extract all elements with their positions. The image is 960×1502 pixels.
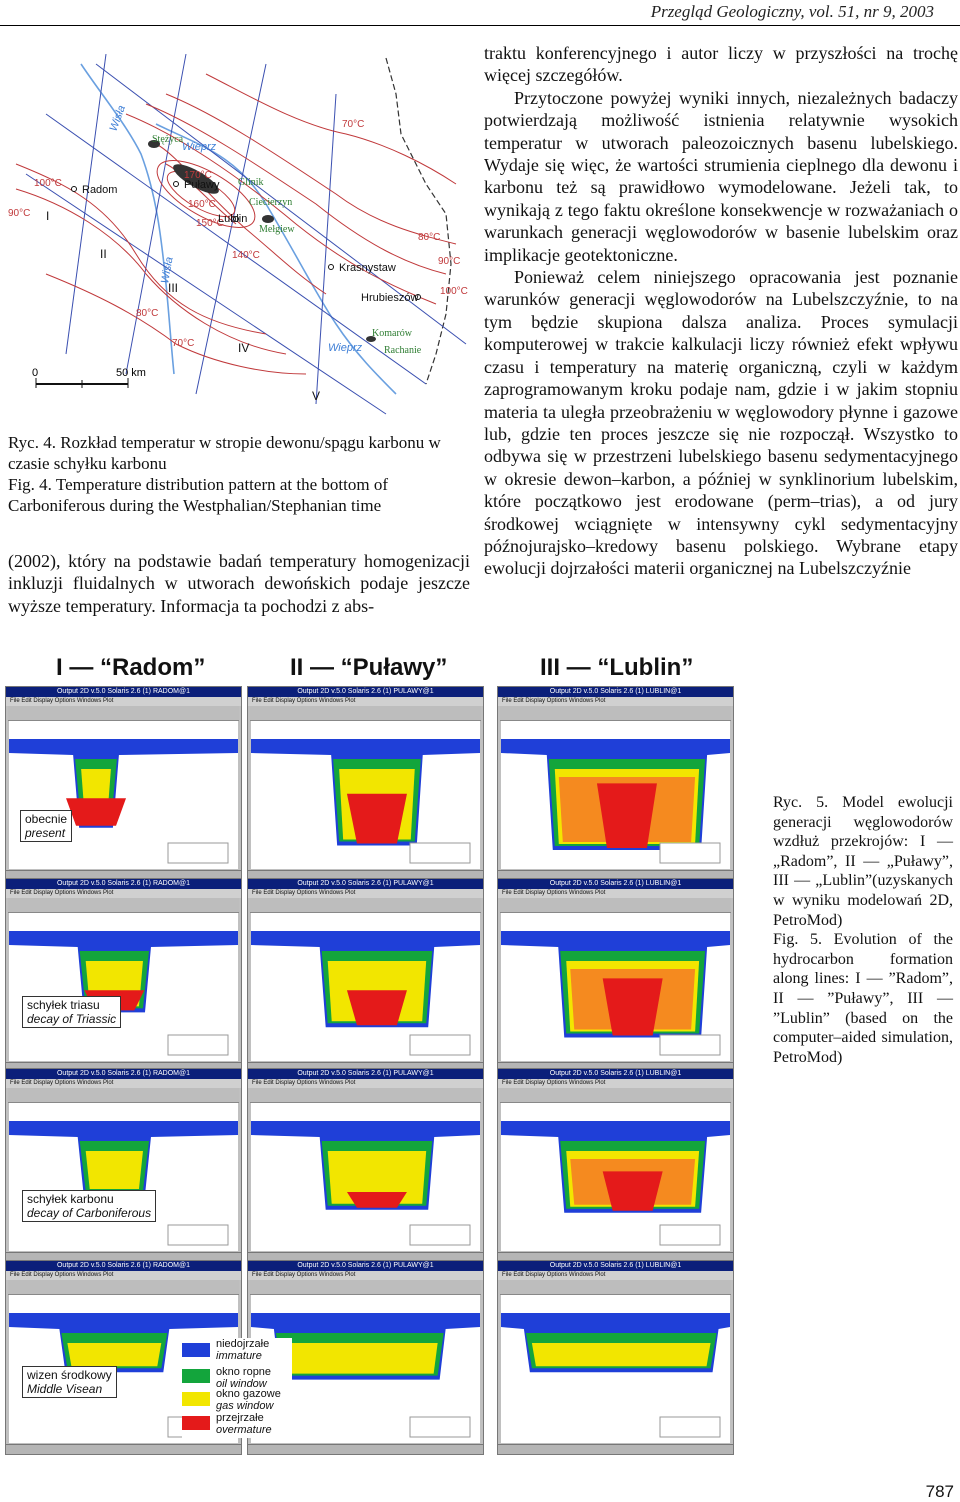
cross-section-plot	[9, 721, 238, 869]
cross-section-plot	[251, 721, 480, 869]
well-label: Rachanie	[384, 345, 422, 356]
city-label: Krasnystaw	[339, 262, 396, 274]
overmature-zone	[597, 783, 657, 848]
river-label: Wisła	[107, 103, 128, 134]
cross-section-plot	[251, 1103, 480, 1251]
city-label: Hrubieszów	[361, 292, 419, 304]
cross-section-plot	[251, 913, 480, 1061]
simulation-panel	[497, 686, 734, 881]
window-status-bar	[498, 1444, 733, 1454]
window-menu-bar[interactable]: File Edit Display Options Windows Plot	[498, 1271, 733, 1280]
overmature-zone	[347, 1192, 407, 1208]
stage-label	[20, 810, 72, 842]
window-toolbar[interactable]	[500, 1088, 731, 1103]
isotherm-label: 90°C	[438, 256, 461, 267]
simulation-panel	[5, 878, 242, 1073]
isotherm-label: 70°C	[342, 119, 365, 130]
mini-legend	[660, 1417, 720, 1437]
legend-label-pl: okno ropne	[216, 1366, 272, 1378]
cross-section-plot	[9, 913, 238, 1061]
mini-legend	[410, 1035, 470, 1055]
isotherm-label: 150°C	[196, 218, 224, 229]
window-menu-bar[interactable]: File Edit Display Options Windows Plot	[6, 889, 241, 898]
well-label: Komarów	[372, 328, 412, 339]
stage-label-en: decay of Triassic	[27, 1012, 117, 1026]
overmature-zone	[66, 798, 126, 826]
well-label: Mełgiew	[259, 224, 295, 235]
legend-label-en: overmature	[216, 1424, 272, 1436]
gas-window-zone	[282, 1343, 438, 1374]
window-toolbar[interactable]	[250, 1280, 481, 1295]
line-label: II	[100, 247, 107, 261]
isotherm-label: 170°C	[184, 170, 212, 181]
window-toolbar[interactable]	[250, 706, 481, 721]
stage-label	[22, 1366, 117, 1398]
window-status-bar	[248, 1444, 483, 1454]
stage-label-en: present	[25, 826, 66, 840]
window-title-bar: Output 2D v.5.0 Solaris 2.6 (1) LUBLIN@1	[498, 1261, 733, 1271]
stage-label	[22, 996, 121, 1028]
gas-window-zone	[86, 1151, 143, 1189]
mini-legend	[660, 1035, 720, 1055]
legend-label-pl: przejrzałe	[216, 1412, 264, 1424]
page-number: 787	[925, 1482, 954, 1501]
cross-section-plot	[501, 913, 730, 1061]
simulation-panel	[497, 1260, 734, 1455]
section-header-radom: I — “Radom”	[56, 654, 206, 681]
stage-label-pl: schyłek triasu	[27, 998, 100, 1012]
window-toolbar[interactable]	[500, 706, 731, 721]
stage-label-en: decay of Carboniferous	[27, 1206, 152, 1220]
window-toolbar[interactable]	[500, 1280, 731, 1295]
right-column-text	[484, 42, 958, 580]
fig5-caption-en: Fig. 5. Evolution of the hydrocarbon formation along lines: I — ”Radom”, II — ”Puławy”, III — ”Lublin” (based on the computer–aided simulation, PetroMod)	[773, 931, 953, 1066]
mini-legend	[410, 1417, 470, 1437]
simulation-panel	[247, 878, 484, 1073]
cross-section-plot	[9, 1103, 238, 1251]
simulation-panel	[5, 686, 242, 881]
legend-label-pl: okno gazowe	[216, 1388, 281, 1400]
window-title-bar: Output 2D v.5.0 Solaris 2.6 (1) RADOM@1	[6, 687, 241, 697]
journal-header: Przegląd Geologiczny, vol. 51, nr 9, 2003	[650, 2, 934, 21]
legend-swatch	[182, 1416, 210, 1430]
mini-legend	[410, 843, 470, 863]
window-toolbar[interactable]	[8, 706, 239, 721]
cross-section-plot	[501, 1103, 730, 1251]
line-label: I	[46, 209, 50, 223]
cross-section-plot	[501, 1295, 730, 1443]
window-title-bar: Output 2D v.5.0 Solaris 2.6 (1) PULAWY@1	[248, 879, 483, 889]
window-toolbar[interactable]	[250, 898, 481, 913]
isotherm-label: 100°C	[440, 286, 468, 297]
isotherm-label: 140°C	[232, 250, 260, 261]
isotherm-label: 80°C	[136, 308, 159, 319]
window-menu-bar[interactable]: File Edit Display Options Windows Plot	[248, 697, 483, 706]
mini-legend	[410, 1225, 470, 1245]
window-menu-bar[interactable]: File Edit Display Options Windows Plot	[498, 1079, 733, 1088]
window-menu-bar[interactable]: File Edit Display Options Windows Plot	[6, 697, 241, 706]
isotherm-label: 100°C	[34, 178, 62, 189]
stage-label-pl: schyłek karbonu	[27, 1192, 114, 1206]
window-title-bar: Output 2D v.5.0 Solaris 2.6 (1) PULAWY@1	[248, 1261, 483, 1271]
river-label: Wisła	[159, 256, 176, 285]
simulation-panel	[247, 1068, 484, 1263]
simulation-panel	[497, 1068, 734, 1263]
window-menu-bar[interactable]: File Edit Display Options Windows Plot	[498, 889, 733, 898]
legend-label-pl: niedojrzałe	[216, 1338, 270, 1350]
paragraph: traktu konferencyjnego i autor liczy w przyszłości na trochę więcej szczegółów.	[484, 43, 958, 86]
section-header-pulawy: II — “Puławy”	[290, 654, 448, 681]
river-label: Wieprz	[182, 141, 217, 153]
window-menu-bar[interactable]: File Edit Display Options Windows Plot	[248, 1079, 483, 1088]
stage-label-pl: wizen środkowy	[27, 1368, 112, 1382]
line-label: III	[168, 281, 179, 295]
mini-legend	[168, 843, 228, 863]
fig5-caption	[773, 793, 953, 1067]
window-title-bar: Output 2D v.5.0 Solaris 2.6 (1) PULAWY@1	[248, 687, 483, 697]
city-label: Puławy	[184, 179, 220, 191]
window-title-bar: Output 2D v.5.0 Solaris 2.6 (1) RADOM@1	[6, 1261, 241, 1271]
city-label: Radom	[82, 184, 118, 196]
stage-label	[22, 1190, 156, 1222]
window-title-bar: Output 2D v.5.0 Solaris 2.6 (1) RADOM@1	[6, 1069, 241, 1079]
isotherm-label: 160°C	[188, 199, 216, 210]
overmature-zone	[347, 990, 407, 1025]
scale-end: 50 km	[116, 367, 146, 379]
mini-legend	[168, 1035, 228, 1055]
window-title-bar: Output 2D v.5.0 Solaris 2.6 (1) RADOM@1	[6, 879, 241, 889]
paragraph: Przytoczone powyżej wyniki innych, niezależnych badaczy potwierdzają możliwość istnienia relatywnie wysokich temperatur w utworach paleozoicznych basenu lubelskiego. Wydaje się więc, że wartości strumienia cieplnego dla dewonu i karbonu też są prawidłowo wymodelowane. Jeżeli tak, to wynikają z tego faktu określone konsekwencje w rozważaniach o warunkach generacji węglowodorów w basenie lubelskim oraz implikacje geotektoniczne.	[484, 87, 958, 265]
temperature-map	[6, 54, 476, 419]
isotherm-label: 80°C	[418, 232, 441, 243]
window-toolbar[interactable]	[250, 1088, 481, 1103]
simulation-panel	[5, 1068, 242, 1263]
window-toolbar[interactable]	[8, 898, 239, 913]
stage-label-pl: obecnie	[25, 812, 68, 826]
well-label: Glinik	[238, 177, 264, 188]
legend-label-en: gas window	[216, 1400, 274, 1412]
simulation-panel	[247, 686, 484, 881]
river-label: Wieprz	[328, 342, 363, 354]
window-status-bar	[6, 1444, 241, 1454]
header-rule	[0, 25, 960, 26]
legend-swatch	[182, 1369, 210, 1383]
mini-legend	[660, 1225, 720, 1245]
stage-label-en: Middle Visean	[27, 1382, 103, 1396]
maturity-legend	[182, 1338, 292, 1438]
overmature-zone	[347, 794, 407, 844]
window-menu-bar[interactable]: File Edit Display Options Windows Plot	[6, 1271, 241, 1280]
window-menu-bar[interactable]: File Edit Display Options Windows Plot	[498, 697, 733, 706]
window-toolbar[interactable]	[8, 1088, 239, 1103]
window-title-bar: Output 2D v.5.0 Solaris 2.6 (1) LUBLIN@1	[498, 687, 733, 697]
well-label: Stężyca	[152, 134, 184, 145]
simulation-panel	[497, 878, 734, 1073]
cross-section-plot	[501, 721, 730, 869]
window-toolbar[interactable]	[8, 1280, 239, 1295]
isotherm-label: 70°C	[172, 338, 195, 349]
section-header-lublin: III — “Lublin”	[540, 654, 694, 681]
legend-label-en: immature	[216, 1350, 262, 1362]
mini-legend	[168, 1225, 228, 1245]
gas-window-zone	[532, 1343, 711, 1366]
scale-zero: 0	[32, 367, 39, 379]
window-title-bar: Output 2D v.5.0 Solaris 2.6 (1) LUBLIN@1	[498, 879, 733, 889]
window-menu-bar[interactable]: File Edit Display Options Windows Plot	[248, 1271, 483, 1280]
overmature-zone	[603, 1171, 663, 1210]
fig4-caption-pl: Ryc. 4. Rozkład temperatur w stropie dewonu/spągu karbonu w czasie schyłku karbonu	[8, 433, 441, 473]
legend-swatch	[182, 1343, 210, 1357]
overmature-zone	[603, 978, 663, 1035]
gas-window-zone	[67, 1343, 161, 1366]
left-column-text: (2002), który na podstawie badań temperatury homogenizacji inkluzji fluidalnych w utworach dewońskich podaje jeszcze wyższe temperatury. Informacja ta pochodzi z abs-	[8, 551, 470, 616]
window-title-bar: Output 2D v.5.0 Solaris 2.6 (1) LUBLIN@1	[498, 1069, 733, 1079]
line-label: V	[312, 389, 321, 403]
isotherm-label: 90°C	[8, 208, 31, 219]
window-menu-bar[interactable]: File Edit Display Options Windows Plot	[6, 1079, 241, 1088]
legend-swatch	[182, 1392, 210, 1406]
well-label: Ciecierzyn	[249, 197, 293, 208]
paragraph: Ponieważ celem niniejszego opracowania jest poznanie warunków generacji węglowodorów na Lubelszczyźnie, to na tym będzie skupiona dalsza analiza. Proces symulacji komputerowej w trakcie kalkulacji liczy również efekt wpływu czasu i temperatury na materię organiczną, czyli w każdym zaprogramowanym kroku podaje nam, gdzie i w jakim stopniu materia ta uległa przeobrażeniu w węglowodory płynne i gazowe lub, gdzie ten proces jeszcze się nie rozpoczął. Wszystko to odbywa się w przestrzeni lubelskiego basenu sedymentacyjnego w okresie dewon–karbon, a później w synklinorium lubelskim, które początkowo jest erodowane (perm–trias), a od jury środkowej wciągnięte w intensywny cykl sedymentacyjny późnojurajsko–kredowy basenu polskiego. Wybrane etapy ewolucji dojrzałości materii organicznej na Lubelszczyźnie	[484, 267, 958, 579]
legend-label-en: oil window	[216, 1378, 267, 1390]
line-label: IV	[238, 341, 250, 355]
mini-legend	[660, 843, 720, 863]
window-menu-bar[interactable]: File Edit Display Options Windows Plot	[248, 889, 483, 898]
fig5-caption-pl: Ryc. 5. Model ewolucji generacji węglowodorów wzdłuż przekrojów: I — „Radom”, II — „Puławy”, III — „Lublin”(uzyskanych w wyniku modelowań 2D, PetroMod)	[773, 794, 953, 929]
fig4-caption-en: Fig. 4. Temperature distribution pattern at the bottom of Carboniferous during the Westphalian/Stephanian time	[8, 475, 388, 515]
window-title-bar: Output 2D v.5.0 Solaris 2.6 (1) PULAWY@1	[248, 1069, 483, 1079]
window-toolbar[interactable]	[500, 898, 731, 913]
city-label: Lublin	[218, 213, 248, 225]
